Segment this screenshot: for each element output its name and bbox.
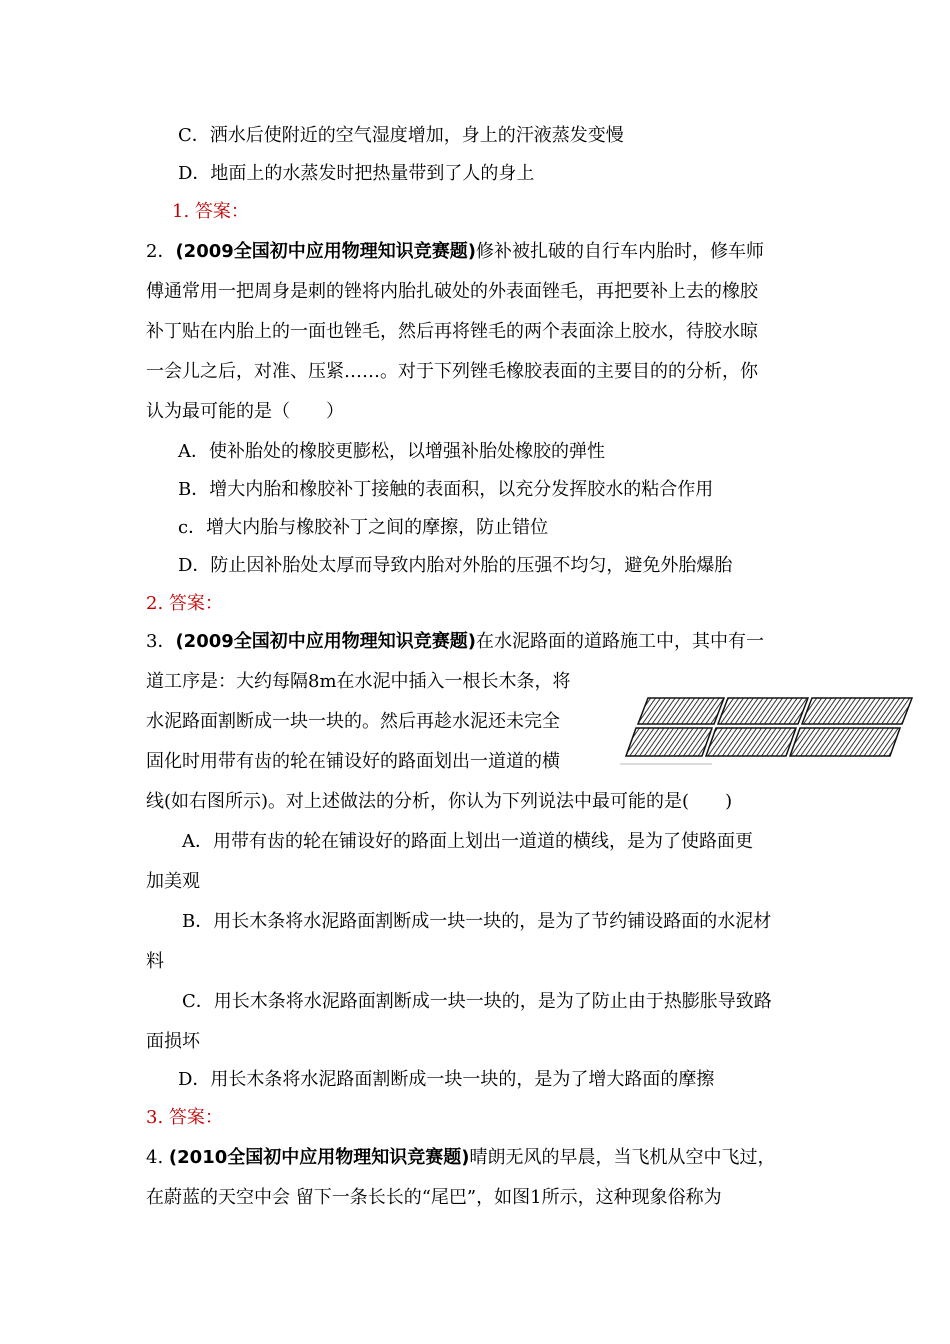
q2-stem-line-4: 一会儿之后，对准、压紧……。对于下列锉毛橡胶表面的主要目的的分析，你 bbox=[146, 361, 758, 382]
q3-option-c-line-1: C．用长木条将水泥路面割断成一块一块的，是为了防止由于热膨胀导致路 bbox=[182, 991, 772, 1012]
q3-option-d: D．用长木条将水泥路面割断成一块一块的，是为了增大路面的摩擦 bbox=[178, 1069, 715, 1090]
q1-answer: 1. 答案： bbox=[172, 201, 249, 222]
q2-source: (2009全国初中应用物理知识竞赛题) bbox=[175, 241, 477, 262]
q2-stem-1: 修补被扎破的自行车内胎时，修车师 bbox=[476, 241, 765, 262]
q2-stem-line-2: 傅通常用一把周身是刺的锉将内胎扎破处的外表面锉毛，再把要补上去的橡胶 bbox=[146, 281, 758, 302]
road-slab bbox=[718, 698, 808, 724]
q2-option-b: B．增大内胎和橡胶补丁接触的表面积，以充分发挥胶水的粘合作用 bbox=[178, 479, 714, 500]
q2-stem-line-1 bbox=[146, 240, 804, 264]
q3-stem-line-1 bbox=[146, 630, 764, 654]
q4-stem-line-2: 在蔚蓝的天空中会 留下一条长长的“尾巴”，如图1所示，这种现象俗称为 bbox=[146, 1187, 722, 1208]
road-slab bbox=[626, 728, 712, 756]
q3-stem-line-4: 固化时用带有齿的轮在铺设好的路面划出一道道的横 bbox=[146, 751, 560, 772]
q4-source: (2010全国初中应用物理知识竞赛题) bbox=[168, 1147, 470, 1168]
q4-number: 4. bbox=[146, 1147, 164, 1168]
q3-stem-line-5: 线(如右图所示)。对上述做法的分析，你认为下列说法中最可能的是( ) bbox=[146, 791, 733, 812]
q3-source: (2009全国初中应用物理知识竞赛题) bbox=[175, 631, 477, 652]
q3-option-a-line-1: A．用带有齿的轮在铺设好的路面上划出一道道的横线，是为了使路面更 bbox=[182, 831, 753, 852]
q3-number: 3． bbox=[146, 631, 176, 652]
q3-stem-line-2: 道工序是：大约每隔8m在水泥中插入一根长木条，将 bbox=[146, 671, 571, 692]
q2-option-d: D．防止因补胎处太厚而导致内胎对外胎的压强不均匀，避免外胎爆胎 bbox=[178, 555, 733, 576]
road-slab bbox=[802, 698, 912, 724]
q2-option-c: c．增大内胎与橡胶补丁之间的摩擦，防止错位 bbox=[178, 517, 549, 538]
road-slab bbox=[706, 728, 796, 756]
q3-stem-line-3: 水泥路面割断成一块一块的。然后再趁水泥还未完全 bbox=[146, 711, 560, 732]
q4-stem-1: 晴朗无风的早晨，当飞机从空中飞过， bbox=[469, 1147, 776, 1168]
road-slab bbox=[790, 728, 900, 756]
q2-option-a: A．使补胎处的橡胶更膨松，以增强补胎处橡胶的弹性 bbox=[178, 441, 605, 462]
q4-stem-line-1 bbox=[146, 1146, 775, 1170]
q3-option-b-line-2: 料 bbox=[146, 951, 164, 972]
q1-option-d: D．地面上的水蒸发时把热量带到了人的身上 bbox=[178, 163, 535, 184]
q2-number: 2． bbox=[146, 241, 176, 262]
road-slab-figure bbox=[616, 684, 914, 770]
q2-stem-line-3: 补丁贴在内胎上的一面也锉毛，然后再将锉毛的两个表面涂上胶水，待胶水晾 bbox=[146, 321, 758, 342]
q3-stem-1: 在水泥路面的道路施工中，其中有一 bbox=[476, 631, 765, 652]
q3-answer: 3. 答案： bbox=[146, 1107, 223, 1128]
q3-option-a-line-2: 加美观 bbox=[146, 871, 200, 892]
q1-option-c: C．洒水后使附近的空气湿度增加，身上的汗液蒸发变慢 bbox=[178, 125, 624, 146]
q3-option-b-line-1: B．用长木条将水泥路面割断成一块一块的，是为了节约铺设路面的水泥材 bbox=[182, 911, 772, 932]
q2-stem-line-5: 认为最可能的是（ ） bbox=[146, 401, 344, 422]
road-slab bbox=[638, 698, 724, 724]
q2-answer: 2. 答案： bbox=[146, 593, 223, 614]
q3-option-c-line-2: 面损坏 bbox=[146, 1031, 200, 1052]
